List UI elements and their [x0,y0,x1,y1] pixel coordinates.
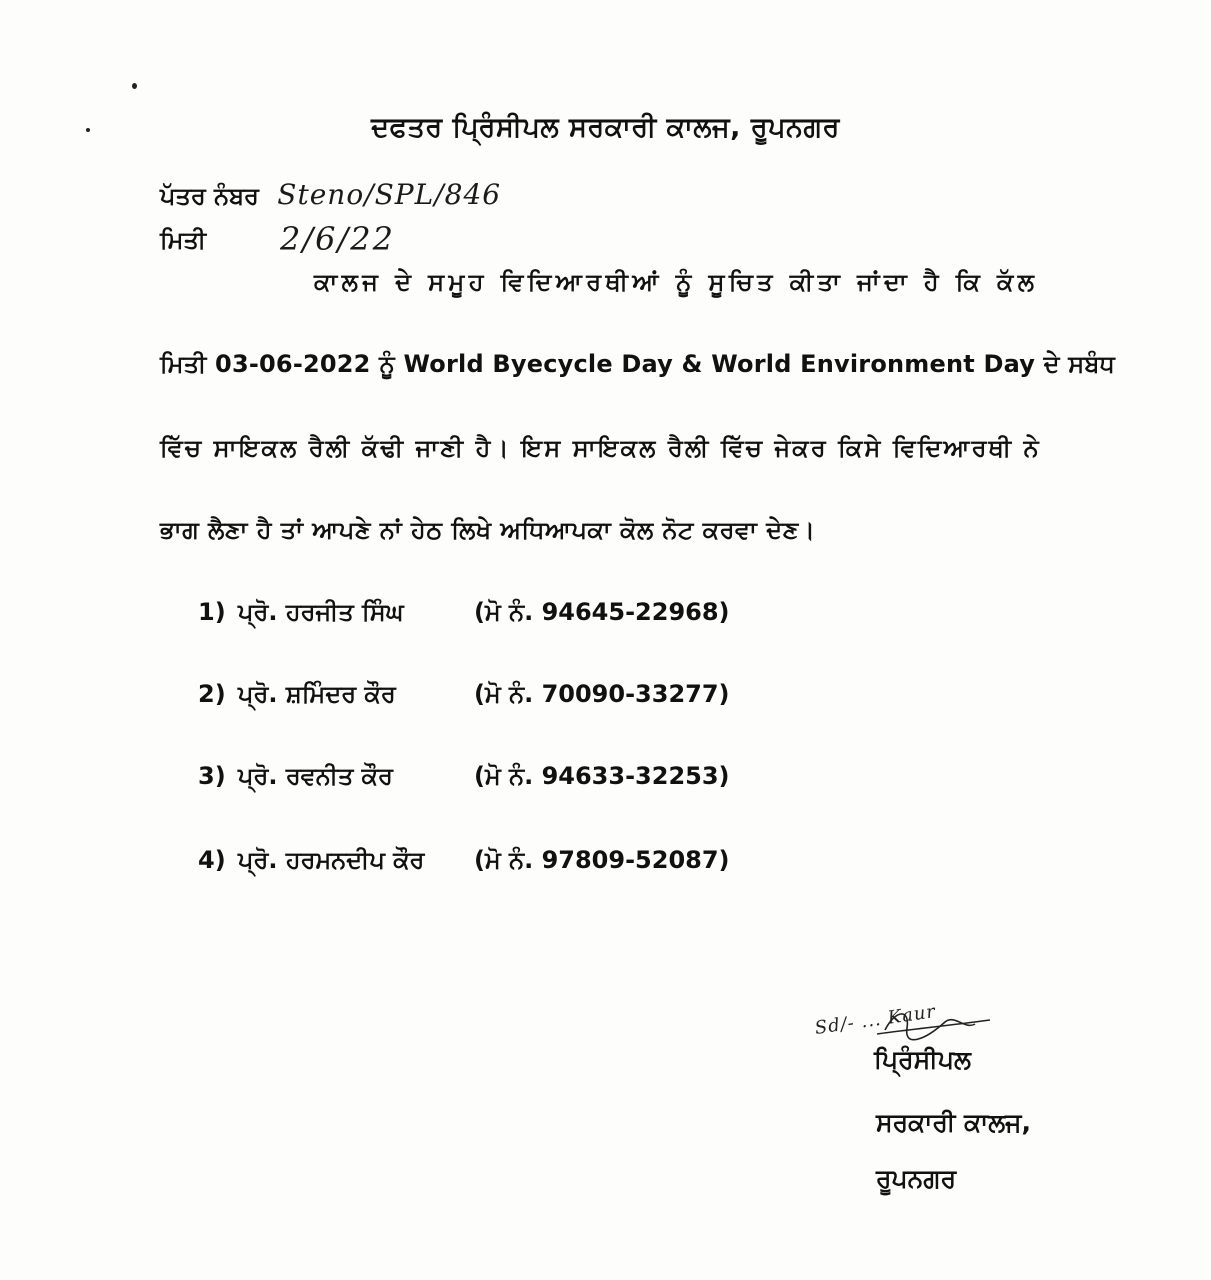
contact-item [198,680,730,708]
contact-name: ਪ੍ਰੋ. ਰਵਨੀਤ ਕੌਰ [238,762,393,790]
contact-name: ਪ੍ਰੋ. ਸ਼ਮਿੰਦਰ ਕੌਰ [238,680,396,708]
contact-item [198,762,730,790]
body-line: ਭਾਗ ਲੈਣਾ ਹੈ ਤਾਂ ਆਪਣੇ ਨਾਂ ਹੇਠ ਲਿਖੇ ਅਧਿਆਪਕਾ ਕੋਲ ਨੋਟ ਕਰਵਾ ਦੇਣ। [160,516,816,544]
date-label: ਮਿਤੀ [160,226,207,254]
contact-phone: (ਮੋ ਨੰ. 94645-22968) [474,598,730,626]
letter-number-value: Steno/SPL/846 [277,178,502,211]
body-line: ਵਿੱਚ ਸਾਇਕਲ ਰੈਲੀ ਕੱਢੀ ਜਾਣੀ ਹੈ। ਇਸ ਸਾਇਕਲ ਰੈਲੀ ਵਿੱਚ ਜੇਕਰ ਕਿਸੇ ਵਿਦਿਆਰਥੀ ਨੇ [160,434,1041,462]
contact-number: 3) [198,762,226,790]
contact-name: ਪ੍ਰੋ. ਹਰਮਨਦੀਪ ਕੌਰ [238,846,425,874]
contact-item [198,846,730,874]
contact-item [198,598,730,626]
contact-phone: (ਮੋ ਨੰ. 70090-33277) [474,680,730,708]
contact-phone: (ਮੋ ਨੰ. 94633-32253) [474,762,730,790]
ink-speck [132,83,137,89]
date-value: 2/6/22 [280,220,395,258]
signature-handwriting: Sd/- ... Kaur [813,1001,938,1039]
date-row [160,220,395,258]
contact-number: 4) [198,846,226,874]
letter-number-row [160,178,501,211]
signatory-title: ਪ੍ਰਿੰਸੀਪਲ [874,1045,971,1074]
office-heading: ਦਫਤਰ ਪ੍ਰਿੰਸੀਪਲ ਸਰਕਾਰੀ ਕਾਲਜ, ਰੂਪਨਗਰ [371,112,840,143]
signatory-office: ਸਰਕਾਰੀ ਕਾਲਜ, [876,1108,1032,1137]
contact-phone: (ਮੋ ਨੰ. 97809-52087) [474,846,730,874]
contact-number: 2) [198,680,226,708]
body-line: ਮਿਤੀ 03-06-2022 ਨੂੰ World Byecycle Day & World Environment Day ਦੇ ਸਬੰਧ [160,350,1115,378]
contact-name: ਪ੍ਰੋ. ਹਰਜੀਤ ਸਿੰਘ [238,598,404,626]
contact-number: 1) [198,598,226,626]
body-line: ਕਾਲਜ ਦੇ ਸਮੂਹ ਵਿਦਿਆਰਥੀਆਂ ਨੂੰ ਸੂਚਿਤ ਕੀਤਾ ਜਾਂਦਾ ਹੈ ਕਿ ਕੱਲ [314,268,1039,296]
signatory-place: ਰੂਪਨਗਰ [876,1164,957,1193]
letter-number-label: ਪੱਤਰ ਨੰਬਰ [160,182,259,210]
